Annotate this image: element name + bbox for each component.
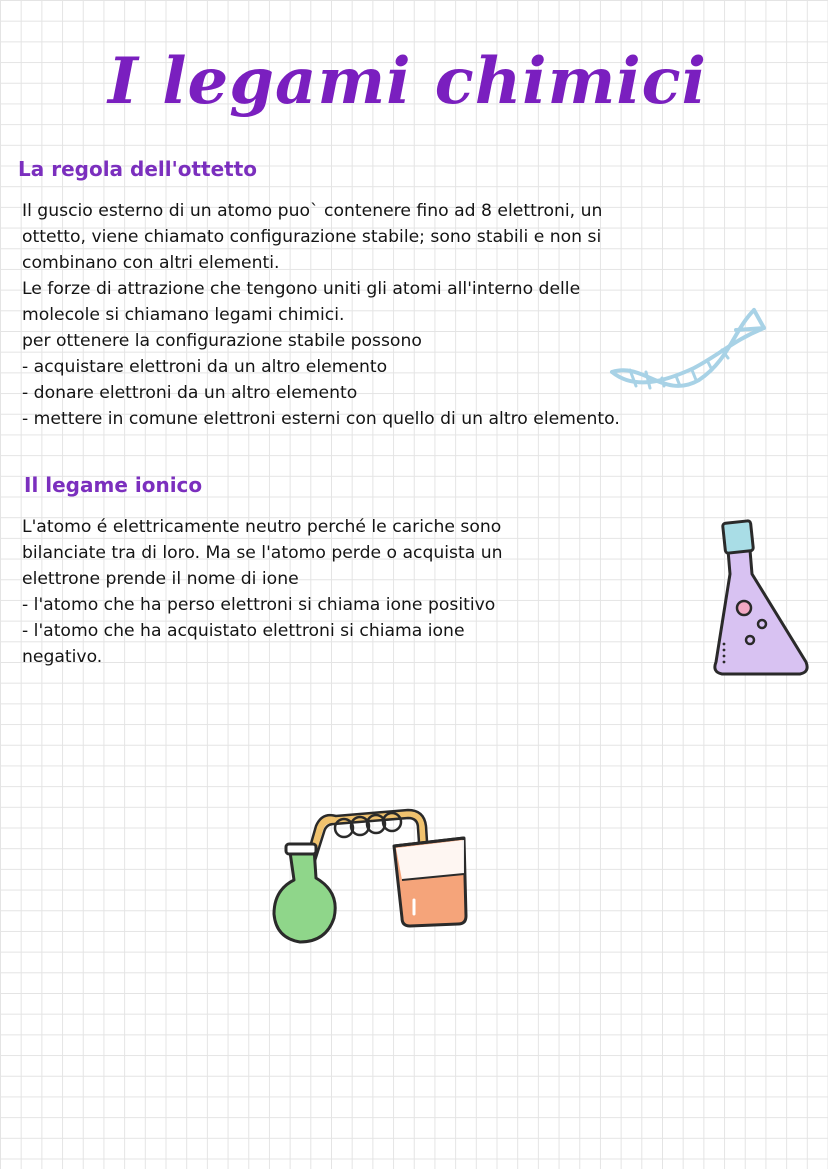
lab-apparatus-icon [268, 808, 478, 948]
text-line: ottetto, viene chiamato configurazione stabile; sono stabili e non si [22, 227, 602, 247]
text-line: - l'atomo che ha perso elettroni si chiama ione positivo [22, 595, 496, 615]
text-line: - mettere in comune elettroni esterni con quello di un altro elemento. [22, 409, 620, 429]
text-line: Le forze di attrazione che tengono uniti gli atomi all'interno delle [22, 279, 581, 299]
text-line: per ottenere la configurazione stabile possono [22, 331, 422, 351]
section-heading-legame-ionico: Il legame ionico [24, 473, 203, 497]
text-line: L'atomo é elettricamente neutro perché le cariche sono [22, 517, 502, 537]
text-line: negativo. [22, 647, 103, 667]
section-text-legame-ionico [22, 514, 503, 670]
text-line: - acquistare elettroni da un altro elemento [22, 357, 388, 377]
section-text-ottetto [22, 198, 620, 432]
page-title: I legami chimici [108, 44, 707, 119]
text-line: - donare elettroni da un altro elemento [22, 383, 358, 403]
text-line: - l'atomo che ha acquistato elettroni si chiama ione [22, 621, 465, 641]
text-line: elettrone prende il nome di ione [22, 569, 299, 589]
text-line: Il guscio esterno di un atomo puo` contenere fino ad 8 elettroni, un [22, 201, 603, 221]
erlenmeyer-flask-icon [706, 512, 816, 682]
dna-icon [604, 300, 774, 410]
text-line: molecole si chiamano legami chimici. [22, 305, 345, 325]
text-line: bilanciate tra di loro. Ma se l'atomo perde o acquista un [22, 543, 503, 563]
section-heading-ottetto: La regola dell'ottetto [18, 157, 258, 181]
text-line: combinano con altri elementi. [22, 253, 280, 273]
